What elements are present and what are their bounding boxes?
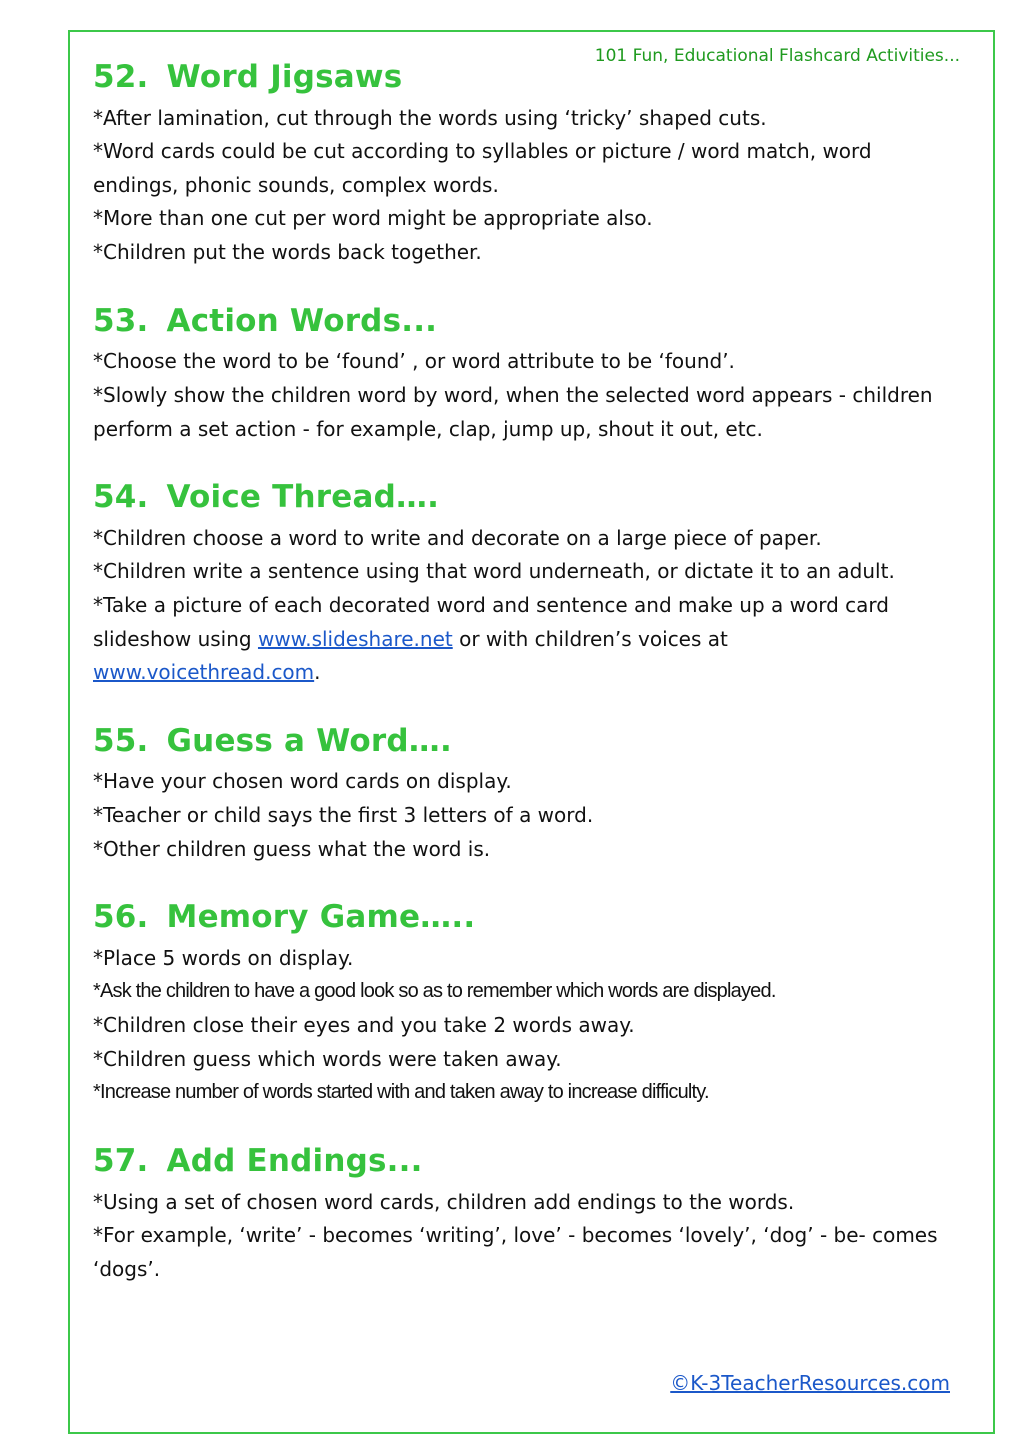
bullet-line: *Children write a sentence using that word underneath, or dictate it to an adult. [93, 559, 895, 584]
bullet-line-with-links [93, 589, 953, 690]
copyright-link[interactable]: ©K-3TeacherResources.com [670, 1371, 950, 1395]
section-53 [93, 302, 953, 446]
voicethread-link[interactable]: www.voicethread.com [93, 660, 315, 685]
header-note: 101 Fun, Educational Flashcard Activities... [594, 46, 960, 66]
section-number: 54. [93, 479, 149, 516]
bullet-line: *For example, ‘write’ - becomes ‘writing’, love’ - becomes ‘lovely’, ‘dog’ - be- comes ‘dogs’. [93, 1223, 938, 1281]
section-54 [93, 478, 953, 690]
bullet-line: *Other children guess what the word is. [93, 836, 491, 861]
section-55 [93, 722, 953, 866]
bullet-line: *Teacher or child says the first 3 letters of a word. [93, 803, 594, 827]
line-text: or with children’s voices at [452, 626, 728, 651]
section-heading: Word Jigsaws [166, 59, 403, 95]
bullet-line: *Increase number of words started with and taken away to increase difficulty. [93, 1081, 709, 1104]
section-title [93, 302, 953, 342]
section-title [93, 722, 953, 762]
bullet-line: *Slowly show the children word by word, when the selected word appears - children perform a set action - for example, clap, jump up, shout it out, etc. [93, 382, 933, 441]
line-text: . [314, 660, 321, 685]
section-heading: Add Endings... [166, 1142, 423, 1179]
bullet-line: *Children put the words back together. [93, 240, 482, 265]
line-text: *Take a picture of each decorated word and sentence and make up a word card slideshow using [93, 592, 889, 651]
section-title [93, 58, 953, 98]
section-number: 57. [93, 1142, 149, 1179]
section-heading: Memory Game….. [166, 899, 476, 936]
section-number: 56. [93, 899, 149, 936]
section-title [93, 898, 953, 938]
section-title [93, 478, 953, 518]
slideshare-link[interactable]: www.slideshare.net [257, 626, 453, 651]
section-heading: Action Words... [166, 302, 438, 339]
bullet-line: *Using a set of chosen word cards, children add endings to the words. [93, 1189, 795, 1214]
section-number: 55. [93, 722, 149, 759]
section-number: 53. [93, 302, 149, 339]
bullet-line: *Word cards could be cut according to syllables or picture / word match, word endings, phonic sounds, complex words. [93, 139, 872, 197]
bullet-line: *Children close their eyes and you take 2 words away. [93, 1013, 635, 1038]
section-57 [93, 1142, 953, 1286]
bullet-line: *Ask the children to have a good look so as to remember which words are displayed. [93, 980, 776, 1003]
bullet-line: *Choose the word to be ‘found’ , or word attribute to be ‘found’. [93, 349, 735, 374]
section-52 [93, 58, 953, 270]
bullet-line: *Have your chosen word cards on display. [93, 769, 512, 794]
bullet-line: *Children choose a word to write and decorate on a large piece of paper. [93, 525, 822, 550]
bullet-line: *Children guess which words were taken away. [93, 1046, 562, 1071]
bullet-line: *After lamination, cut through the words using ‘tricky’ shaped cuts. [93, 105, 767, 130]
section-number: 52. [93, 59, 149, 95]
section-56 [93, 898, 953, 1110]
document-content [93, 58, 953, 1318]
bullet-line: *Place 5 words on display. [93, 945, 354, 970]
bullet-line: *More than one cut per word might be appropriate also. [93, 206, 653, 231]
section-heading: Guess a Word…. [166, 722, 452, 759]
section-title [93, 1142, 953, 1182]
section-heading: Voice Thread…. [166, 479, 440, 516]
